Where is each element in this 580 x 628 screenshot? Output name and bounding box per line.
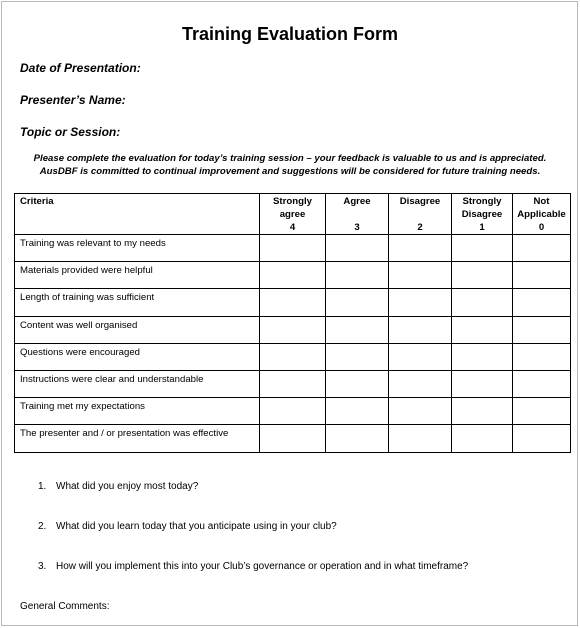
date-of-presentation-label: Date of Presentation: <box>20 61 141 75</box>
rating-cell[interactable] <box>260 398 326 425</box>
table-row <box>15 370 571 397</box>
table-row <box>15 398 571 425</box>
table-row <box>15 425 571 452</box>
criteria-cell: Training was relevant to my needs <box>15 235 260 262</box>
rating-cell[interactable] <box>389 289 452 316</box>
rating-cell[interactable] <box>513 370 571 397</box>
rating-header-label <box>389 208 451 221</box>
evaluation-table <box>14 193 571 453</box>
rating-cell[interactable] <box>452 425 513 452</box>
rating-cell[interactable] <box>326 370 389 397</box>
criteria-cell: Questions were encouraged <box>15 343 260 370</box>
rating-header-score: 1 <box>479 222 485 233</box>
rating-cell[interactable] <box>260 343 326 370</box>
question-number: 2. <box>38 521 47 532</box>
rating-cell[interactable] <box>389 343 452 370</box>
presenter-name-label: Presenter’s Name: <box>20 93 126 107</box>
rating-cell[interactable] <box>326 343 389 370</box>
rating-header-score: 2 <box>417 222 423 233</box>
rating-cell[interactable] <box>452 370 513 397</box>
rating-header-label <box>326 208 388 221</box>
rating-header-label: Strongly <box>273 196 312 207</box>
instructions-line-1: Please complete the evaluation for today’s training session – your feedback is valuable to us and is appreciated. <box>33 153 547 164</box>
rating-cell[interactable] <box>389 262 452 289</box>
question-text: What did you learn today that you anticipate using in your club? <box>56 521 337 532</box>
table-row <box>15 343 571 370</box>
rating-cell[interactable] <box>452 262 513 289</box>
rating-header-not-applicable <box>513 194 571 235</box>
rating-cell[interactable] <box>389 425 452 452</box>
question-number: 3. <box>38 561 47 572</box>
rating-header-label: Not <box>533 196 550 207</box>
rating-cell[interactable] <box>389 370 452 397</box>
criteria-cell: The presenter and / or presentation was effective <box>15 425 260 452</box>
table-row <box>15 262 571 289</box>
table-row <box>15 316 571 343</box>
rating-cell[interactable] <box>260 316 326 343</box>
criteria-cell: Content was well organised <box>15 316 260 343</box>
rating-header-score: 0 <box>538 222 545 233</box>
rating-cell[interactable] <box>326 316 389 343</box>
rating-cell[interactable] <box>513 262 571 289</box>
criteria-cell: Length of training was sufficient <box>15 289 260 316</box>
criteria-cell: Instructions were clear and understandable <box>15 370 260 397</box>
question-3 <box>38 561 468 572</box>
criteria-header: Criteria <box>15 194 260 235</box>
rating-header-label: Strongly <box>462 196 502 207</box>
rating-cell[interactable] <box>452 316 513 343</box>
rating-cell[interactable] <box>452 235 513 262</box>
rating-cell[interactable] <box>513 235 571 262</box>
rating-cell[interactable] <box>513 343 571 370</box>
rating-cell[interactable] <box>326 398 389 425</box>
rating-header-strongly-agree <box>260 194 326 235</box>
rating-cell[interactable] <box>326 425 389 452</box>
rating-header-label: agree <box>279 209 306 220</box>
rating-cell[interactable] <box>389 398 452 425</box>
question-2 <box>38 521 337 532</box>
rating-header-disagree <box>389 194 452 235</box>
rating-cell[interactable] <box>260 235 326 262</box>
question-text: What did you enjoy most today? <box>56 481 199 492</box>
rating-header-score: 3 <box>354 222 360 233</box>
rating-cell[interactable] <box>452 289 513 316</box>
rating-cell[interactable] <box>260 289 326 316</box>
rating-header-agree <box>326 194 389 235</box>
rating-cell[interactable] <box>260 425 326 452</box>
rating-cell[interactable] <box>389 235 452 262</box>
form-title: Training Evaluation Form <box>181 24 399 44</box>
table-row <box>15 235 571 262</box>
rating-cell[interactable] <box>513 316 571 343</box>
rating-header-label: Disagree <box>461 209 503 220</box>
rating-header-strongly-disagree <box>452 194 513 235</box>
rating-cell[interactable] <box>260 370 326 397</box>
question-text: How will you implement this into your Club’s governance or operation and in what timeframe? <box>56 561 469 572</box>
rating-header-label: Disagree <box>399 196 441 207</box>
rating-cell[interactable] <box>513 289 571 316</box>
instructions <box>0 152 580 178</box>
criteria-cell: Materials provided were helpful <box>15 262 260 289</box>
rating-cell[interactable] <box>260 262 326 289</box>
rating-cell[interactable] <box>513 425 571 452</box>
rating-cell[interactable] <box>326 235 389 262</box>
general-comments-label: General Comments: <box>20 601 110 612</box>
criteria-cell: Training met my expectations <box>15 398 260 425</box>
question-number: 1. <box>38 481 47 492</box>
rating-cell[interactable] <box>513 398 571 425</box>
instructions-line-2: AusDBF is committed to continual improvement and suggestions will be considered for future training needs. <box>39 166 541 177</box>
rating-cell[interactable] <box>326 262 389 289</box>
question-1 <box>38 481 198 492</box>
rating-cell[interactable] <box>389 316 452 343</box>
rating-header-label: Agree <box>343 196 371 207</box>
rating-header-label: Applicable <box>517 209 566 220</box>
rating-cell[interactable] <box>452 398 513 425</box>
rating-cell[interactable] <box>452 343 513 370</box>
topic-or-session-label: Topic or Session: <box>20 125 121 139</box>
rating-header-score: 4 <box>289 222 296 233</box>
rating-cell[interactable] <box>326 289 389 316</box>
table-header-row <box>15 194 571 235</box>
table-row <box>15 289 571 316</box>
